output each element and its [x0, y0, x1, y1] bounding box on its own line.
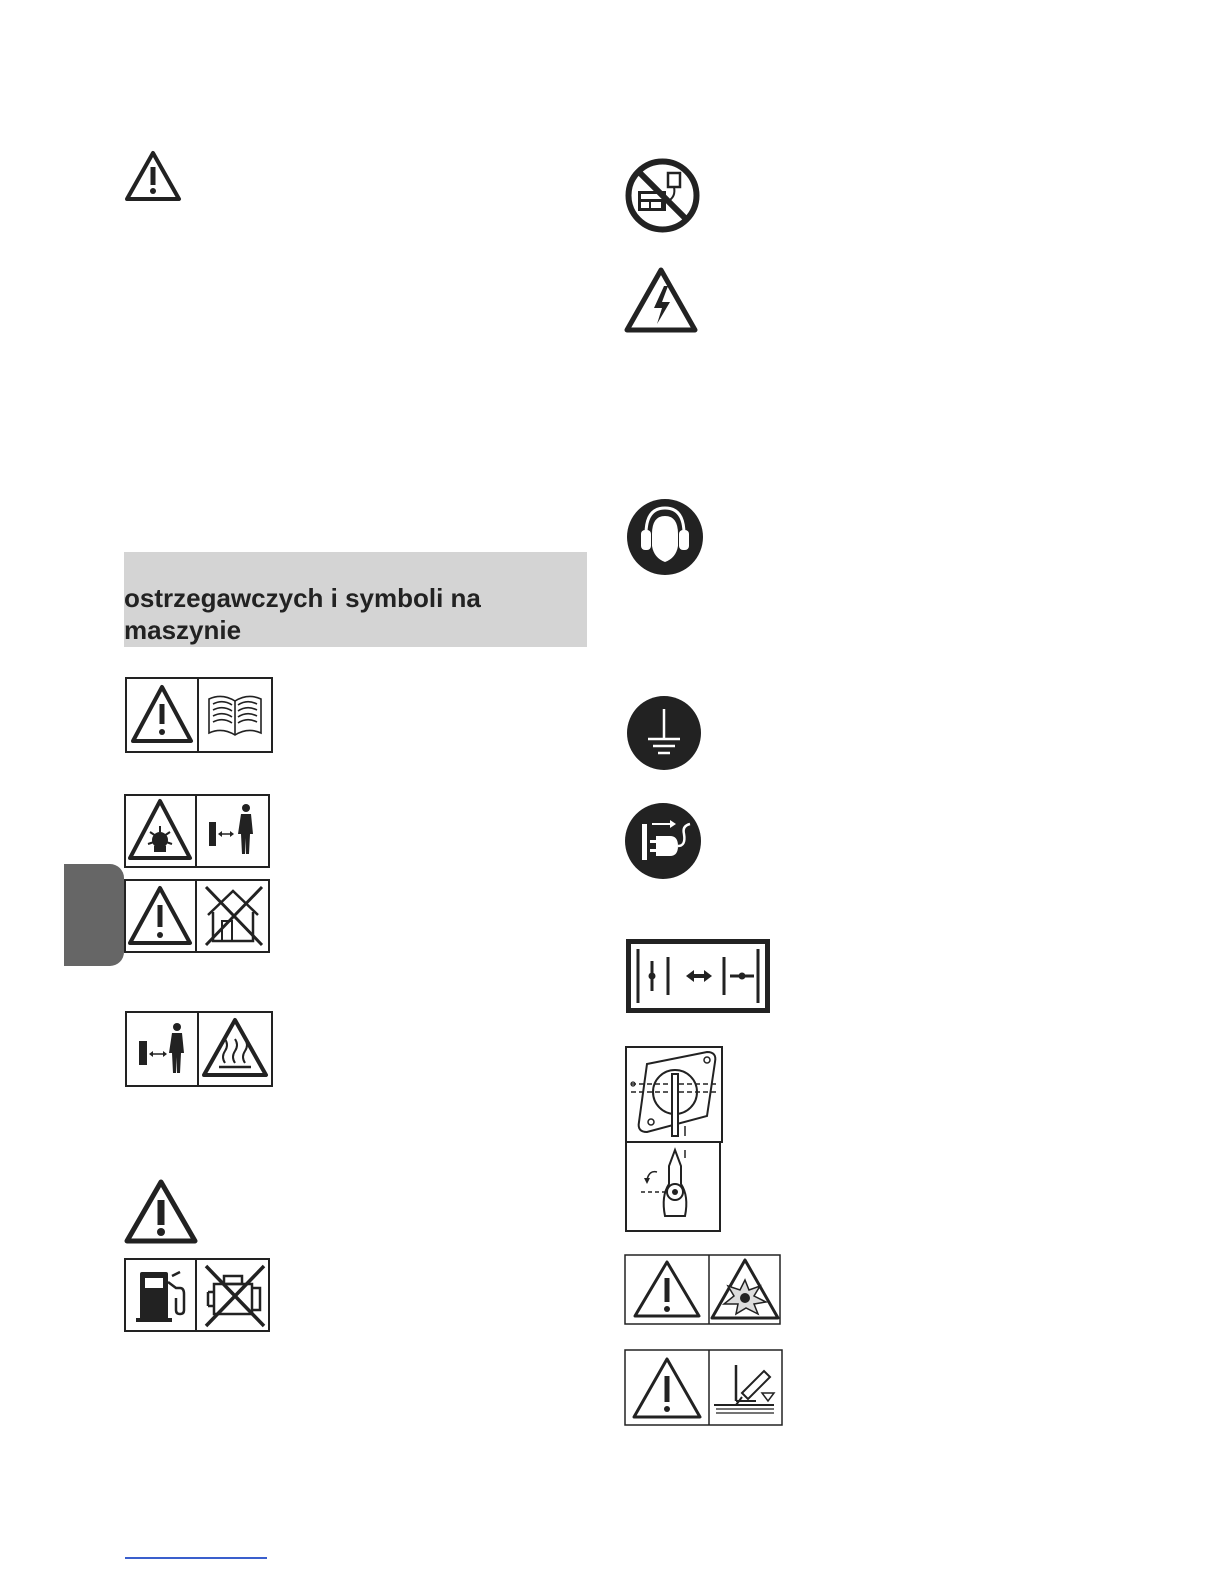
ear-protection-icon	[626, 498, 704, 576]
chapter-tab	[64, 864, 124, 966]
section-header	[124, 552, 587, 647]
section-title: ostrzegawczych i symboli na maszynie	[124, 583, 481, 645]
refuel-engine-off-sign	[124, 1258, 272, 1334]
no-mains-connection-icon	[624, 157, 701, 234]
explosion-distance-sign	[124, 794, 272, 868]
footer-link-underline[interactable]	[125, 1557, 267, 1559]
electric-shock-warning-icon	[624, 266, 698, 334]
disconnect-plug-icon	[624, 802, 702, 880]
no-indoor-use-sign	[124, 879, 272, 953]
choke-lever-icon	[625, 1046, 723, 1232]
circuit-breaker-icon	[626, 939, 770, 1013]
explosion-hazard-sign	[624, 1254, 782, 1326]
hot-surface-sign	[125, 1011, 273, 1087]
general-warning-icon	[124, 150, 182, 202]
read-manual-sign	[125, 677, 273, 753]
no-welding-sign	[624, 1349, 784, 1427]
earth-ground-icon	[626, 695, 702, 771]
fuel-warning-icon	[124, 1179, 198, 1245]
